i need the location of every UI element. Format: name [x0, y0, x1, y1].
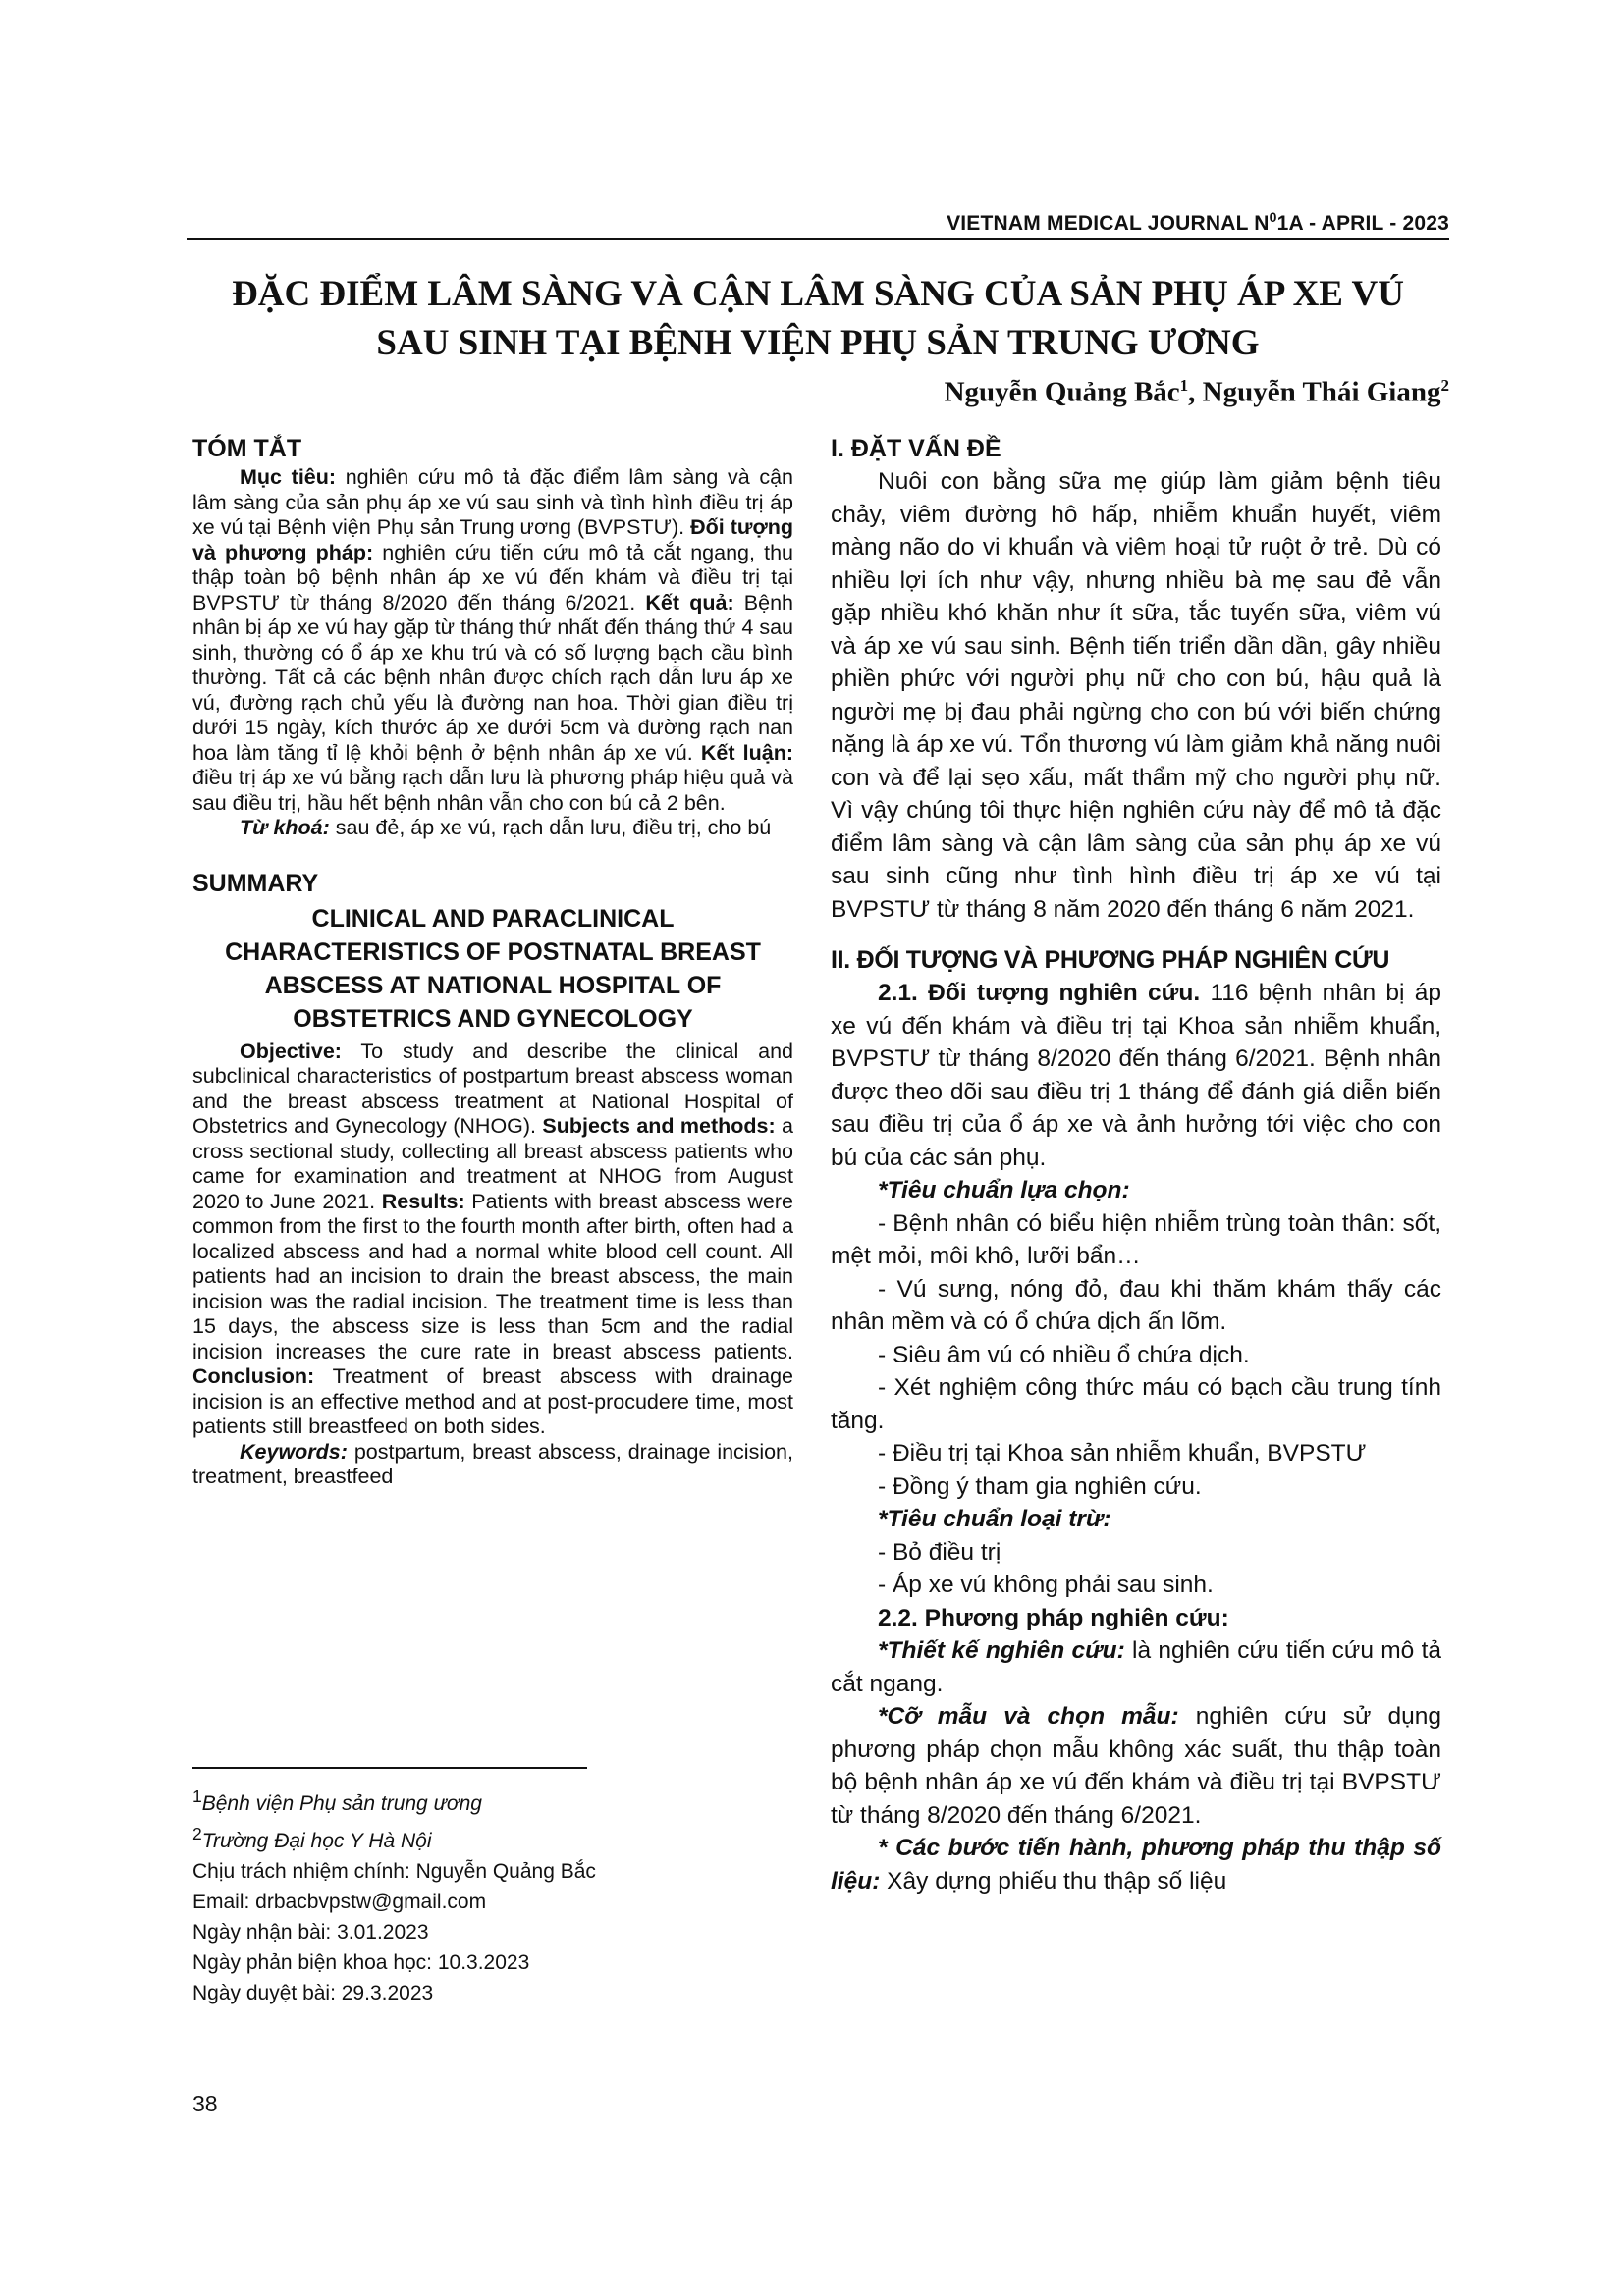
author-2-affiliation: 2: [1440, 376, 1449, 395]
summary-objective-label: Objective:: [240, 1039, 342, 1063]
abstract-vi-objective: nghiên cứu mô tả đặc điểm lâm sàng và cận lâm sàng của sản phụ áp xe vú sau sinh và tình hình điều trị áp xe vú tại Bệnh viện Phụ sản Trung ương (BVPSTƯ).: [192, 465, 793, 539]
author-1: Nguyễn Quảng Bắc: [944, 376, 1180, 408]
sample-size: [831, 1700, 1441, 1832]
summary-keywords-label: Keywords:: [240, 1439, 348, 1464]
abstract-vi-keywords-label: Từ khoá:: [240, 816, 330, 839]
section-2-1-label: 2.1. Đối tượng nghiên cứu.: [878, 980, 1201, 1006]
exclusion-item: - Bỏ điều trị: [878, 1538, 1001, 1566]
inclusion-item: - Xét nghiệm công thức máu có bạch cầu trung tính tăng.: [831, 1374, 1441, 1434]
abstract-vi-objective-label: Mục tiêu:: [240, 465, 337, 489]
inclusion-criteria-label: *Tiêu chuẩn lựa chọn:: [878, 1177, 1130, 1203]
footnote-accepted: Ngày duyệt bài: 29.3.2023: [192, 1982, 434, 2004]
journal-name: VIETNAM MEDICAL JOURNAL N: [947, 212, 1270, 235]
summary-objective: To study and describe the clinical and subclinical characteristics of postpartum breast abscess woman and the breast abscess treatment at National Hospital of Obstetrics and Gynecology (NHOG).: [192, 1039, 793, 1138]
section-1-heading: I. ĐẶT VẤN ĐỀ: [831, 435, 1001, 462]
footnote-responsible: Chịu trách nhiệm chính: Nguyễn Quảng Bắc: [192, 1860, 596, 1883]
footnote-affiliation-2: [192, 1819, 782, 1856]
summary-title-line-1: CLINICAL AND PARACLINICAL: [311, 904, 675, 933]
summary-heading: SUMMARY: [192, 869, 319, 897]
section-2-2-heading: [831, 1602, 1441, 1635]
abstract-vi-conclusion-label: Kết luận:: [700, 740, 793, 765]
footnote-affiliation-2-text: Trường Đại học Y Hà Nội: [201, 1830, 432, 1852]
title-line-1: ĐẶC ĐIỂM LÂM SÀNG VÀ CẬN LÂM SÀNG CỦA SẢN PHỤ ÁP XE VÚ: [232, 274, 1404, 314]
summary-results-label: Results:: [381, 1189, 465, 1213]
inclusion-item: - Bệnh nhân có biểu hiện nhiễm trùng toàn thân: sốt, mệt mỏi, môi khô, lưỡi bẩn…: [831, 1209, 1441, 1269]
section-2-2-label: 2.2. Phương pháp nghiên cứu:: [878, 1604, 1229, 1631]
right-column: [831, 432, 1441, 1897]
section-1-text: Nuôi con bằng sữa mẹ giúp làm giảm bệnh tiêu chảy, viêm đường hô hấp, nhiễm khuẩn huyết, viêm màng não do vi khuẩn và viêm hoại tử ruột ở trẻ. Dù có nhiều lợi ích như vậy, nhưng nhiều bà mẹ sau đẻ vẫn gặp nhiều khó khăn như ít sữa, tắc tuyến sữa, viêm vú và áp xe vú sau sinh. Bệnh tiến triển dần dần, gây nhiều phiền phức với người phụ nữ cho con bú, hậu quả là người mẹ bị đau phải ngừng cho con bú với biến chứng nặng là áp xe vú. Tổn thương vú làm giảm khả năng nuôi con và để lại sẹo xấu, mất thẩm mỹ cho người phụ nữ. Vì vậy chúng tôi thực hiện nghiên cứu này để mô tả đặc điểm lâm sàng và cận lâm sàng của sản phụ áp xe vú sau sinh cũng như tình hình điều trị áp xe vú tại BVPSTƯ từ tháng 8 năm 2020 đến tháng 6 năm 2021.: [831, 468, 1441, 923]
summary-conclusion-label: Conclusion:: [192, 1364, 315, 1388]
abstract-vi-conclusion: điều trị áp xe vú bằng rạch dẫn lưu là phương pháp hiệu quả và sau điều trị, hầu hết bệnh nhân vẫn cho con bú cả 2 bên.: [192, 766, 793, 815]
abstract-vi-keywords: [192, 816, 793, 841]
summary-title-line-2: CHARACTERISTICS OF POSTNATAL BREAST: [225, 937, 761, 966]
data-collection: [831, 1832, 1441, 1897]
title-line-2: SAU SINH TẠI BỆNH VIỆN PHỤ SẢN TRUNG ƯƠNG: [376, 323, 1260, 363]
authors: [945, 376, 1449, 409]
author-separator: ,: [1188, 376, 1203, 408]
section-2-1-paragraph: [831, 977, 1441, 1174]
inclusion-item: - Vú sưng, nóng đỏ, đau khi thăm khám thấy các nhân mềm và có ổ chứa dịch ấn lõm.: [831, 1275, 1441, 1335]
exclusion-item: - Áp xe vú không phải sau sinh.: [878, 1572, 1214, 1598]
author-2: Nguyễn Thái Giang: [1202, 376, 1441, 408]
data-collection-text: Xây dựng phiếu thu thập số liệu: [880, 1867, 1227, 1895]
abstract-vi-methods: nghiên cứu tiến cứu mô tả cắt ngang, thu thập toàn bộ bệnh nhân áp xe vú đến khám và điều trị tại BVPSTƯ từ tháng 8/2020 đến tháng 6/2021.: [192, 540, 793, 614]
section-2-1-text: 116 bệnh nhân bị áp xe vú đến khám và điều trị tại Khoa sản nhiễm khuẩn, BVPSTƯ từ tháng 8/2020 đến tháng 6/2021. Bệnh nhân được theo dõi sau điều trị 1 tháng để đánh giá diễn biến sau điều trị của ổ áp xe và ảnh hưởng tới việc cho con bú của các sản phụ.: [831, 980, 1441, 1171]
footnote-affiliation-1: [192, 1782, 782, 1819]
footnote-affiliation-2-sup: 2: [192, 1824, 202, 1843]
page-number: 38: [192, 2091, 218, 2116]
issue-date: 1A - APRIL - 2023: [1276, 212, 1449, 235]
footnote-rule: [192, 1767, 587, 1769]
footnote-email: Email: drbacbvpstw@gmail.com: [192, 1891, 487, 1913]
study-design: [831, 1634, 1441, 1700]
summary-title-line-4: OBSTETRICS AND GYNECOLOGY: [293, 1004, 693, 1033]
author-1-affiliation: 1: [1179, 376, 1189, 395]
data-collection-label: * Các bước tiến hành, phương pháp thu thập số liệu:: [831, 1835, 1441, 1895]
inclusion-item: - Đồng ý tham gia nghiên cứu.: [878, 1472, 1202, 1500]
abstract-vi-methods-label: Đối tượng và phương pháp:: [192, 515, 793, 564]
summary-keywords-text: postpartum, breast abscess, drainage incision, treatment, breastfeed: [192, 1439, 793, 1488]
abstract-vi-heading: TÓM TẮT: [192, 435, 302, 462]
abstract-vi-results-label: Kết quả:: [645, 590, 734, 614]
left-column: [192, 432, 793, 1490]
inclusion-item: - Điều trị tại Khoa sản nhiễm khuẩn, BVPSTƯ: [878, 1440, 1367, 1467]
abstract-vi-body: [192, 465, 793, 816]
issue-number-sup: 0: [1269, 209, 1277, 225]
article-title: [187, 270, 1449, 368]
section-2-heading: II. ĐỐI TƯỢNG VÀ PHƯƠNG PHÁP NGHIÊN CỨU: [831, 946, 1390, 974]
summary-keywords: [192, 1440, 793, 1490]
sample-size-label: *Cỡ mẫu và chọn mẫu:: [878, 1703, 1179, 1730]
summary-methods: a cross sectional study, collecting all breast abscess patients who came for examination and treatment at NHOG from August 2020 to June 2021.: [192, 1114, 793, 1213]
footnote-reviewed: Ngày phản biện khoa học: 10.3.2023: [192, 1951, 530, 1974]
running-header: [187, 209, 1449, 236]
summary-title-line-3: ABSCESS AT NATIONAL HOSPITAL OF: [264, 971, 722, 999]
footnote-affiliation-1-sup: 1: [192, 1787, 202, 1806]
footnotes: [192, 1782, 782, 2008]
summary-methods-label: Subjects and methods:: [542, 1114, 776, 1138]
summary-results: Patients with breast abscess were common from the first to the fourth month after birth, often had a localized abscess and had a normal white blood cell count. All patients had an incision to drain the breast abscess, the main incision was the radial incision. The treatment time is less than 15 days, the abscess size is less than 5cm and the radial incision increases the cure rate in breast abscess patients.: [192, 1189, 794, 1363]
footnote-affiliation-1-text: Bệnh viện Phụ sản trung ương: [201, 1792, 482, 1815]
abstract-vi-results: Bệnh nhân bị áp xe vú hay gặp từ tháng thứ nhất đến tháng thứ 4 sau sinh, thường có ổ áp xe khu trú và có số lượng bạch cầu bình thường. Tất cả các bệnh nhân được chích rạch dẫn lưu áp xe vú, đường rạch chủ yếu là đường nan hoa. Thời gian điều trị dưới 15 ngày, kích thước áp xe dưới 5cm và đường rạch nan hoa làm tăng tỉ lệ khỏi bệnh ở bệnh nhân áp xe vú.: [192, 590, 793, 765]
summary-conclusion: Treatment of breast abscess with drainage incision is an effective method and at post-procudere time, most patients still breastfeed on both sides.: [192, 1364, 793, 1438]
exclusion-criteria-label: *Tiêu chuẩn loại trừ:: [878, 1506, 1111, 1532]
study-design-label: *Thiết kế nghiên cứu:: [878, 1637, 1125, 1664]
summary-title: [192, 902, 793, 1036]
inclusion-item: - Siêu âm vú có nhiều ổ chứa dịch.: [878, 1341, 1250, 1368]
study-design-text: là nghiên cứu tiến cứu mô tả cắt ngang.: [831, 1637, 1442, 1697]
abstract-vi-keywords-text: sau đẻ, áp xe vú, rạch dẫn lưu, điều trị, cho bú: [329, 816, 772, 839]
header-rule: [187, 238, 1449, 240]
footnote-received: Ngày nhận bài: 3.01.2023: [192, 1921, 429, 1944]
summary-body: [192, 1040, 793, 1440]
sample-size-text: nghiên cứu sử dụng phương pháp chọn mẫu không xác suất, thu thập toàn bộ bệnh nhân áp xe vú đến khám và điều trị tại BVPSTƯ từ tháng 8/2020 đến tháng 6/2021.: [831, 1703, 1442, 1829]
